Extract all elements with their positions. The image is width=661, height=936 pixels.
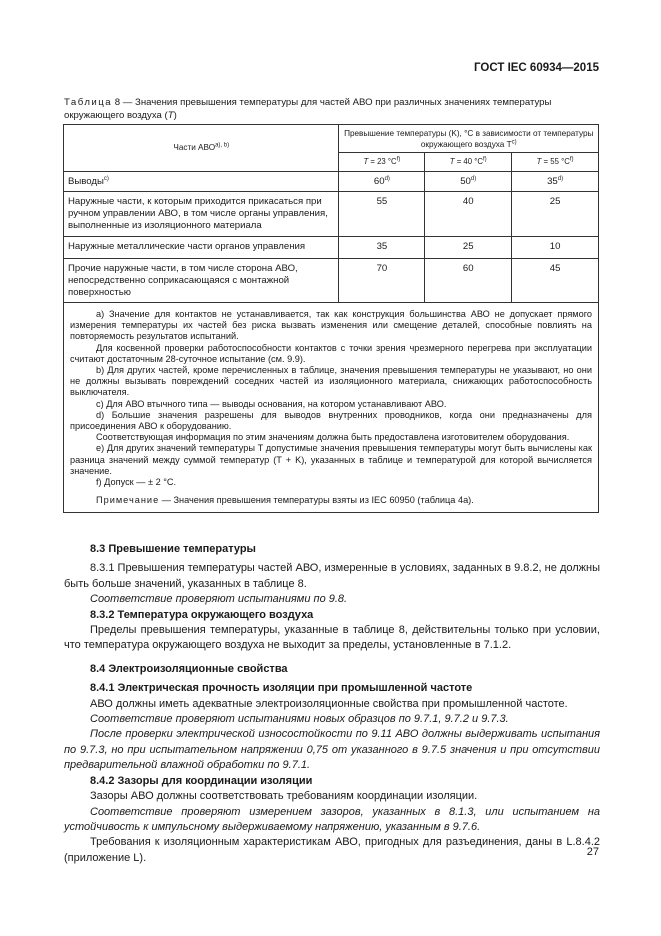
paragraph: Требования к изоляционным характеристикам АВО, пригодных для разъединения, даны в L.8.4.2 (приложение L). (64, 836, 600, 864)
caption-close: ) (173, 110, 177, 121)
table-row: Наружные части, к которым приходится прикасаться при ручном управлении АВО, в том числе органы управления, выполненные из изоляционного материала 55 40 25 (64, 192, 599, 237)
header-t55: T = 55 $^\circ C^{f)}$ (512, 153, 599, 172)
table-note: Примечание — Значения превышения температуры взяты из IEC 60950 (таблица 4a). (96, 495, 474, 506)
compliance-note: После проверки электрической износостойкости по 9.11 АВО должны выдерживать испытания по 9.7.3, но при испытательном напряжении 0,75 от указанного в 9.7.5 значения и при отсутствии предварительной влажной обработки по 9.7.1. (64, 728, 600, 772)
footnote-c: c) Для АВО втычного типа — выводы основания, на котором устанавливают АВО. (96, 398, 447, 409)
caption-var: T (167, 110, 174, 121)
section-heading: 8.3.2 Температура окружающего воздуха (90, 608, 314, 621)
section-heading: 8.4.1 Электрическая прочность изоляции при промышленной частоте (90, 682, 473, 695)
page-number: 27 (586, 846, 599, 858)
section-heading: 8.4 Электроизоляционные свойства (90, 662, 288, 675)
compliance-note: Соответствие проверяют испытаниями новых образцов по 9.7.1, 9.7.2 и 9.7.3. (90, 713, 509, 726)
footnote-a-cont: Для косвенной проверки работоспособности контактов с точки зрения чрезмерного перегрева при эксплуатации считают достаточным 28-суточное испытание (см. 9.9). (70, 342, 592, 364)
footnote-e: e) Для других значений температуры T допустимые значения превышения температуры могут быть вычислены как разница значений между суммой температур (T + K), указанных в таблице и температурой для которой вычисляется значение. (70, 443, 592, 476)
section-heading: 8.3 Превышение температуры (90, 543, 256, 555)
caption-label: Таблица (64, 97, 113, 108)
paragraph: Пределы превышения температуры, указанные в таблице 8, действительны только при условии, что температура окружающего воздуха не выходит за пределы, установленные в 7.1.2. (64, 624, 600, 652)
footnote-b: b) Для других частей, кроме перечисленных в таблице, значения превышения температуры не указывают, но они не должны вызывать повреждений соседних частей из изоляционного материала, снижающих работоспособность выключателя. (70, 365, 592, 398)
header-t23: T = 23 $^\circ C^{f)}$ (339, 153, 425, 172)
compliance-note: Соответствие проверяют испытаниями по 9.8. (90, 593, 348, 606)
table-row: Наружные металлические части органов управления 35 25 10 (64, 237, 599, 259)
temperature-rise-table (63, 124, 599, 513)
footnote-d: d) Большие значения разрешены для выводов внутренних проводников, когда они предназначены для присоединения АВО к оборудованию. (70, 409, 592, 432)
table-row: Прочие наружные части, в том числе сторона АВО, непосредственно соприкасающаяся с монтажной поверхностью 70 60 45 (64, 259, 599, 303)
table-caption (64, 96, 599, 122)
header-parts: Части $АВО^{a), b)}$ (64, 125, 339, 172)
footnote-a: a) Значение для контактов не устанавливается, так как конструкция большинства АВО не допускает прямого измерения температуры их частей без риска вызвать изменения или смещение деталей, способные повлиять на повторяемость результатов испытаний. (70, 309, 592, 342)
table-footnotes (64, 303, 599, 513)
footnote-d-cont: Соответствующая информация по этим значениям должна быть предоставлена изготовителем оборудования. (96, 432, 570, 443)
paragraph: Зазоры АВО должны соответствовать требованиям координации изоляции. (90, 790, 478, 803)
header-t40: T = 40 $^\circ C^{f)}$ (425, 153, 512, 172)
paragraph: АВО должны иметь адекватные электроизоляционные свойства при промышленной частоте. (90, 697, 568, 710)
header-rise: Превышение температуры (K), °С в зависимости от температуры окружающего воздуха $T^{c)}$ (339, 125, 599, 153)
compliance-note: Соответствие проверяют измерением зазоров, указанных в 8.1.3, или испытанием на устойчивость к импульсному выдерживаемому напряжению, указанным в 9.7.6. (64, 805, 600, 833)
table-row: Выводы$^{c)}$ 60$^{d)}$ 50$^{d)}$ 35$^{d)}$ (64, 172, 599, 192)
paragraph: 8.3.1 Превышения температуры частей АВО, измеренные в условиях, заданных в 9.8.2, не должны быть больше значений, указанных в таблице 8. (64, 562, 600, 590)
standard-number: ГОСТ IEC 60934—2015 (474, 62, 599, 74)
body-text (64, 542, 600, 866)
caption-text: 8 — Значения превышения температуры для частей АВО при различных значениях температуры окружающего воздуха ( (64, 97, 552, 121)
section-heading: 8.4.2 Зазоры для координации изоляции (90, 774, 313, 787)
footnote-f: f) Допуск — ± 2 °С. (96, 477, 177, 488)
